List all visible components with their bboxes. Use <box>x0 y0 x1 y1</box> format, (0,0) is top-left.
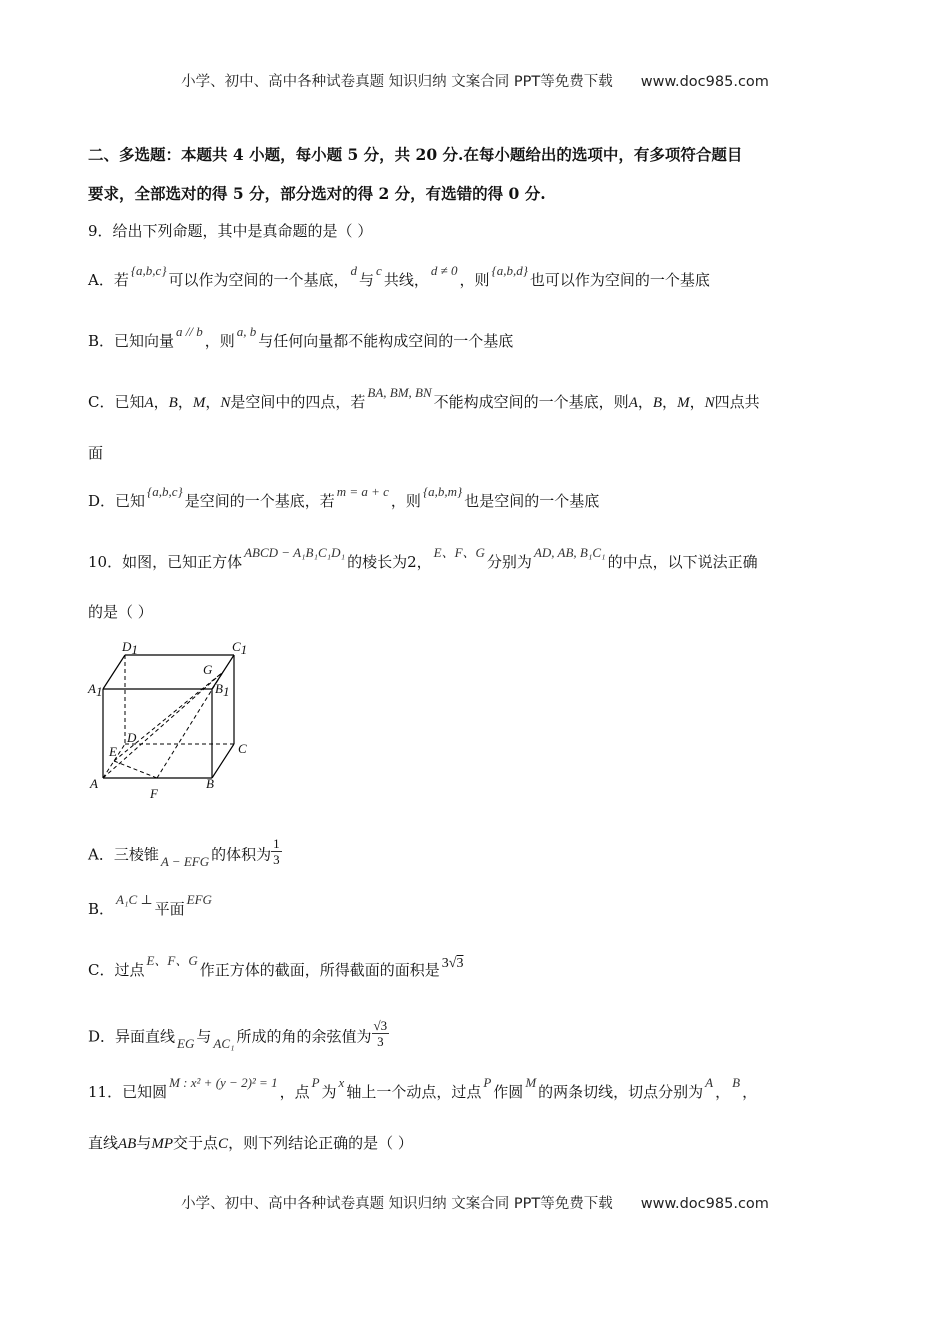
segment-eg <box>114 672 223 761</box>
math: E、F、G <box>146 953 198 968</box>
text: D．异面直线 <box>88 1027 176 1046</box>
math: P <box>311 1075 320 1090</box>
var: B <box>652 395 663 411</box>
text: B．已知向量 <box>88 332 175 350</box>
math: m = a + c <box>336 484 389 499</box>
math: A − EFG <box>160 853 210 869</box>
math: B <box>732 1075 741 1090</box>
sep: ， <box>689 393 705 411</box>
numerator: √3 <box>373 1018 388 1033</box>
text: 共线， <box>383 271 429 289</box>
sep: ， <box>153 393 169 411</box>
segment-ef <box>114 761 157 778</box>
var: A <box>628 395 638 411</box>
q9-option-b <box>88 324 514 350</box>
segment-fg <box>157 672 223 778</box>
math: a, b <box>236 324 257 339</box>
fraction <box>372 1018 390 1049</box>
math: M : x² + (y − 2)² = 1 <box>169 1075 278 1090</box>
label-d: D <box>127 730 137 745</box>
q9-option-c <box>88 385 760 412</box>
math: AB <box>118 1136 137 1152</box>
text: 也可以作为空间的一个基底 <box>529 271 710 289</box>
sep: ， <box>205 393 221 411</box>
sep: ， <box>637 393 653 411</box>
denominator: 3 <box>273 852 280 867</box>
text: 11．已知圆 <box>88 1083 168 1101</box>
text: ， <box>715 1083 731 1101</box>
var: A <box>144 395 154 411</box>
text: 与 <box>136 1134 152 1152</box>
math: C <box>218 1136 229 1152</box>
text: 的体积为 <box>211 845 272 864</box>
math: {a,b,m} <box>422 484 463 499</box>
label-b: B <box>206 776 214 791</box>
label-a: A <box>90 776 98 791</box>
text: 也是空间的一个基底 <box>464 492 600 510</box>
text: 与任何向量都不能构成空间的一个基底 <box>258 332 514 350</box>
text: A．三棱锥 <box>88 845 159 864</box>
var: M <box>677 395 690 411</box>
section-heading-line2: 要求，全部选对的得 5 分，部分选对的得 2 分，有选错的得 0 分. <box>88 184 546 203</box>
label-c: C <box>238 741 247 756</box>
text: 的棱长为2， <box>347 553 432 571</box>
math: {a,b,d} <box>491 263 528 278</box>
page-footer <box>0 1192 950 1213</box>
math: EFG <box>186 892 212 907</box>
q9-stem: 9．给出下列命题，其中是真命题的是（ ） <box>88 222 373 240</box>
segment-ag <box>103 672 223 778</box>
section-heading-line1: 二、多选题：本题共 4 小题，每小题 5 分，共 20 分.在每小题给出的选项中，有多项符合题目 <box>88 145 743 164</box>
text: 与 <box>359 271 375 289</box>
label-g: G <box>203 662 213 677</box>
page-header <box>0 70 950 91</box>
math: x <box>338 1075 345 1090</box>
var: M <box>192 395 206 411</box>
text: 直线 <box>88 1134 119 1152</box>
q10-option-a <box>88 836 282 871</box>
q9-option-a <box>88 263 710 289</box>
sep: ， <box>177 393 193 411</box>
header-text: 小学、初中、高中各种试卷真题 知识归纳 文案合同 PPT等免费下载 <box>181 74 613 90</box>
math: ABCD − A₁B₁C₁D₁ <box>244 545 346 560</box>
numerator: 1 <box>273 836 280 851</box>
coefficient: 3 <box>441 956 449 971</box>
math: a // b <box>176 324 203 339</box>
math: MP <box>151 1136 174 1152</box>
text: ，则 <box>204 332 235 350</box>
edge-bc <box>212 744 234 778</box>
math: BA, BM, BN <box>367 385 432 400</box>
math: {a,b,c} <box>130 263 167 278</box>
q9-option-d <box>88 484 600 510</box>
q9-option-c-continued: 面 <box>88 444 104 462</box>
text: C．过点 <box>88 961 145 979</box>
var: N <box>704 395 715 411</box>
math: A₁C ⊥ <box>116 892 153 907</box>
q10-option-b <box>88 892 214 918</box>
text: 作正方体的截面，所得截面的面积是 <box>199 961 440 979</box>
denominator: 3 <box>377 1034 384 1049</box>
text: 与 <box>196 1027 212 1046</box>
text: 为 <box>321 1083 337 1101</box>
label-b1: B1 <box>215 681 230 699</box>
text: ，点 <box>279 1083 310 1101</box>
fraction <box>271 836 282 867</box>
math: A <box>705 1075 714 1090</box>
text: C．已知 <box>88 393 145 411</box>
text: 交于点 <box>173 1134 219 1152</box>
text: 四点共 <box>714 393 760 411</box>
text: 是空间中的四点，若 <box>230 393 366 411</box>
text: 作圆 <box>493 1083 524 1101</box>
math: E、F、G <box>433 545 485 560</box>
math: EG <box>177 1035 195 1051</box>
sep: ， <box>662 393 678 411</box>
text: ，则下列结论正确的是（ ） <box>228 1134 413 1152</box>
text: ，则 <box>390 492 421 510</box>
label-d1: D1 <box>122 639 138 657</box>
radicand: 3 <box>456 956 464 971</box>
header-url: www.doc985.com <box>640 74 769 90</box>
math: d <box>350 263 358 278</box>
math: M <box>525 1075 537 1090</box>
math: c <box>376 263 382 278</box>
edge-a1d1 <box>103 655 125 689</box>
q10-stem-continued: 的是（ ） <box>88 603 153 621</box>
text: A．若 <box>88 271 129 289</box>
q11-stem <box>88 1075 758 1101</box>
math: AC₁ <box>213 1035 235 1051</box>
math: {a,b,c} <box>147 484 183 499</box>
var: N <box>220 395 231 411</box>
text: 的中点，以下说法正确 <box>607 553 758 571</box>
text: 是空间的一个基底，若 <box>184 492 335 510</box>
label-f: F <box>150 786 158 801</box>
radical: 3√3 <box>441 956 464 971</box>
math: d ≠ 0 <box>430 263 458 278</box>
text: ，则 <box>459 271 490 289</box>
cube-figure <box>84 635 259 805</box>
text: 轴上一个动点，过点 <box>346 1083 482 1101</box>
q10-stem <box>88 545 758 571</box>
text: 分别为 <box>486 553 532 571</box>
footer-url: www.doc985.com <box>640 1196 769 1212</box>
q11-stem-continued <box>88 1134 413 1153</box>
q10-option-c <box>88 953 465 981</box>
text: 所成的角的余弦值为 <box>236 1027 372 1046</box>
math: AD, AB, B₁C₁ <box>533 545 606 560</box>
text: 10．如图，已知正方体 <box>88 553 243 571</box>
text: ， <box>742 1083 758 1101</box>
label-a1: A1 <box>88 681 103 699</box>
var: B <box>168 395 178 411</box>
text: 平面 <box>154 900 185 918</box>
text: 不能构成空间的一个基底，则 <box>433 393 629 411</box>
math: P <box>483 1075 492 1090</box>
label-c1: C1 <box>232 639 248 657</box>
label-e: E <box>109 744 117 759</box>
text: 的两条切线，切点分别为 <box>538 1083 704 1101</box>
footer-text: 小学、初中、高中各种试卷真题 知识归纳 文案合同 PPT等免费下载 <box>181 1196 613 1212</box>
q10-option-d <box>88 1018 389 1053</box>
text: B． <box>88 900 115 918</box>
text: D．已知 <box>88 492 146 510</box>
text: 可以作为空间的一个基底， <box>168 271 349 289</box>
